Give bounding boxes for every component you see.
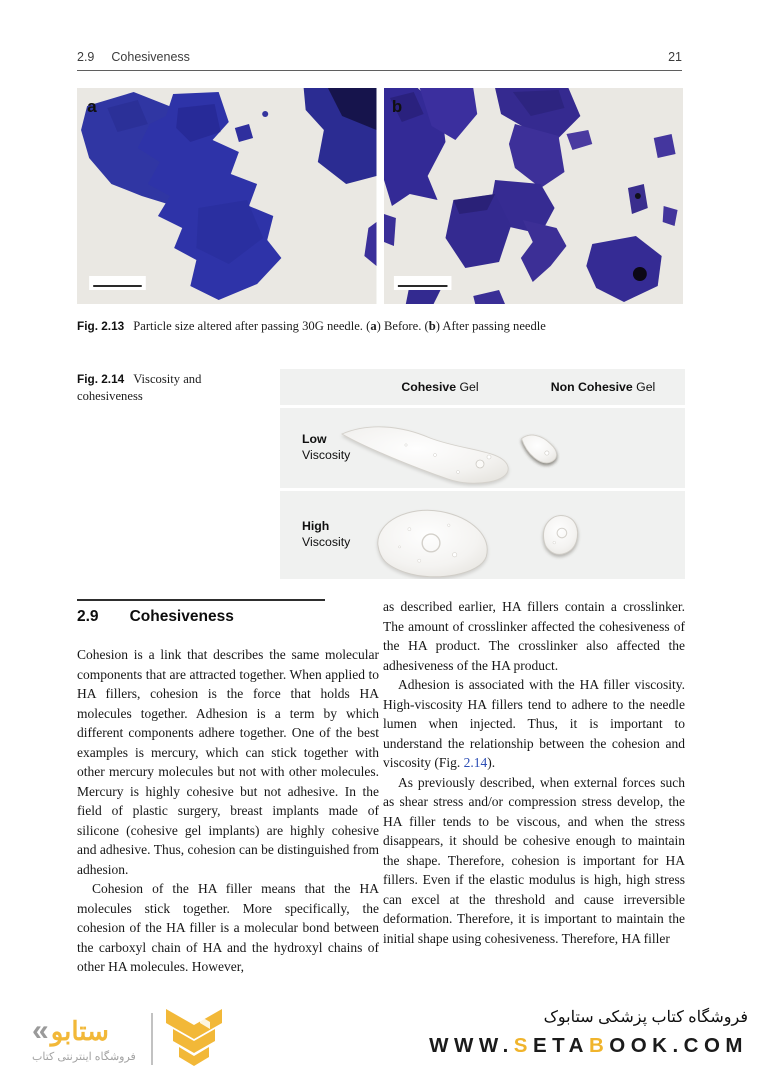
running-header-section: 2.9	[77, 50, 95, 64]
setabook-logo	[32, 1006, 222, 1072]
running-header-title: Cohesiveness	[111, 50, 190, 64]
diagram-row-low-viscosity	[280, 408, 685, 488]
droplet-small-icon	[520, 427, 562, 469]
page-number: 21	[668, 50, 682, 64]
fig-2-13-caption-text2: ) Before. (	[376, 319, 429, 333]
logo-tagline: فروشگاه اینترنتی کتاب	[32, 1050, 136, 1063]
paragraph: Cohesion of the HA filler means that the HA molecules stick together. More specifically, the cohesion of the HA filler is a molecular bond between the carboxyl chain of HA and the hydroxyl chains of other HA molecules. However,	[77, 881, 379, 974]
url-text: OOK.COM	[609, 1034, 748, 1057]
fig-2-14-diagram	[280, 369, 685, 582]
footer-banner	[0, 998, 757, 1080]
svg-text:b: b	[391, 96, 402, 117]
diagram-row-high-viscosity	[280, 491, 685, 579]
column-header-non-cohesive: Non Cohesive Gel	[550, 380, 656, 394]
url-text: ETA	[532, 1034, 589, 1057]
url-text: WWW.	[429, 1034, 514, 1057]
logo-wordmark: ستابو	[50, 1015, 109, 1046]
micro-panel-a	[77, 88, 377, 304]
fig-2-13-caption	[77, 319, 682, 334]
figure-2-13	[77, 88, 683, 304]
chevron-emblem-icon	[166, 1009, 222, 1069]
fig-2-14-caption	[77, 371, 227, 405]
droplet-blob-icon	[538, 509, 582, 559]
store-name-line: فروشگاه کتاب پزشکی ستابوک	[543, 1009, 748, 1026]
column-header-cohesive: Cohesive Gel	[401, 380, 479, 394]
section-heading	[77, 608, 234, 626]
fig-2-14-caption-text: Viscosity and cohesiveness	[77, 372, 202, 403]
paragraph-text: Adhesion is associated with the HA filler viscosity. High-viscosity HA fillers tend to adhere to the needle lumen when injected. Thus, it is important to understand the relationship between the cohesion and viscosity (Fig.	[383, 677, 685, 770]
figure-2-14-link[interactable]: 2.14	[463, 755, 488, 770]
header-rule	[77, 70, 682, 71]
paragraph: as described earlier, HA fillers contain a crosslinker. The amount of crosslinker affected the cohesiveness of the HA product. The crosslinker also affected the adhesiveness of the HA product.	[383, 599, 685, 673]
section-number: 2.9	[77, 608, 99, 625]
micro-image-a	[77, 88, 377, 304]
url-accent-b: B	[588, 1034, 610, 1057]
row-label-low: Low Viscosity	[302, 432, 351, 462]
logo-wordmark-block	[32, 1013, 136, 1063]
section-rule	[77, 599, 325, 601]
fig-2-13-caption-text: Particle size altered after passing 30G needle. (	[133, 319, 371, 333]
paragraph: Cohesion is a link that describes the same molecular components that are attracted together. When applied to HA fillers, cohesion is the force that holds HA molecules together. Adhesion is a term by which different components adhere together. One of the best examples is mercury, which can stick together with other mercury molecules but not with other molecules. Mercury is highly cohesive but not adhesive. In the field of plastic surgery, breast implants made of silicone (cohesive gel implants) are highly cohesive and adhesive. Thus, cohesion can be distinguished from adhesion.	[77, 647, 379, 877]
fig-2-13-label: Fig. 2.13	[77, 319, 125, 333]
fig-2-13-b: b	[428, 319, 436, 333]
logo-kaf-glyph: «	[32, 1013, 49, 1047]
section-title: Cohesiveness	[129, 608, 234, 625]
running-header	[77, 50, 682, 64]
text-column-left	[77, 645, 379, 977]
paragraph-text: ).	[487, 755, 496, 770]
fig-2-13-a: a	[370, 319, 377, 333]
droplet-low-cohesive-icon	[338, 418, 518, 484]
paragraph: As previously described, when external forces such as shear stress and/or compression stress develop, the HA filler tends to be viscous, and when the stress disappears, it should be cohesive enough to maintain the shape. Therefore, cohesion is important for HA fillers. Even if the elastic modulus is high, high stress can excel at the threshold and cause irreversible deformation. Therefore, it is important to maintain the initial shape using cohesiveness. Therefore, HA filler	[383, 774, 685, 946]
micro-panel-b	[384, 88, 684, 304]
fig-2-13-caption-text3: ) After passing needle	[435, 319, 546, 333]
droplet-high-cohesive-icon	[370, 499, 498, 579]
paragraph	[383, 675, 685, 773]
website-url	[429, 1034, 748, 1058]
svg-text:a: a	[87, 97, 97, 116]
micro-image-b	[384, 88, 684, 304]
fig-2-14-label: Fig. 2.14	[77, 372, 125, 386]
row-label-high: High Viscosity	[302, 519, 351, 549]
text-column-right	[383, 597, 685, 948]
url-accent-s: S	[513, 1034, 533, 1057]
footer-right-block	[429, 1007, 748, 1058]
logo-divider	[151, 1013, 153, 1065]
diagram-header-row	[280, 369, 685, 405]
